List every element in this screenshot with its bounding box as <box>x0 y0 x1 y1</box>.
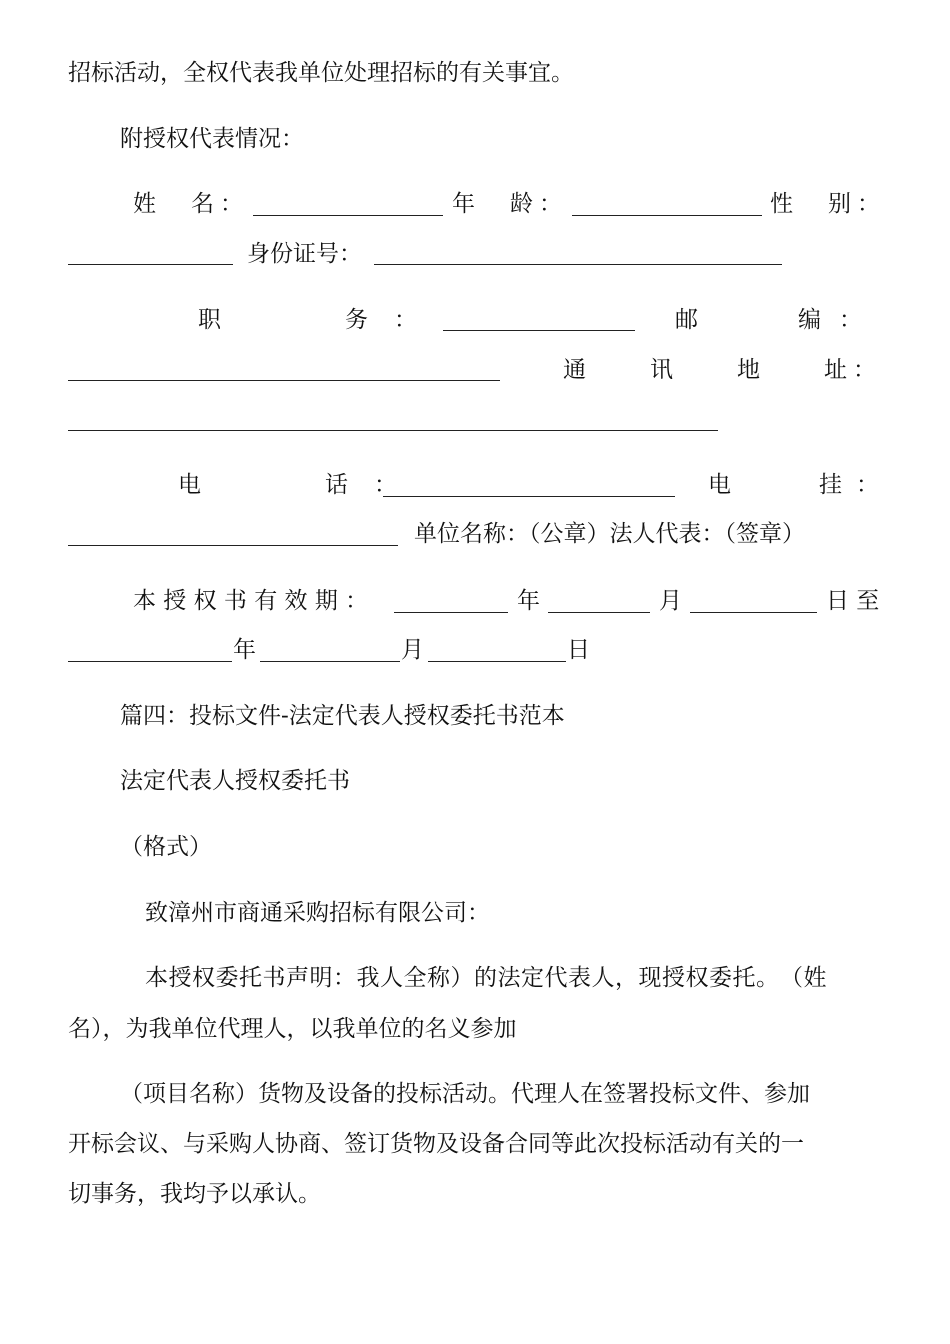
validity-year-blank[interactable] <box>394 612 508 613</box>
unit-name-label: 单位名称：（公章）法人代表：（签章） <box>414 521 805 547</box>
validity-day2: 日 <box>567 637 590 663</box>
hang-label: 电 挂： <box>708 472 893 498</box>
validity-year2: 年 <box>233 637 256 663</box>
postcode-blank[interactable] <box>68 380 500 381</box>
postcode-label: 邮 编： <box>675 307 880 333</box>
section-title: 篇四：投标文件-法定代表人授权委托书范本 <box>120 703 565 729</box>
intro-tail-text: 招标活动，全权代表我单位处理招标的有关事宜。 <box>68 60 574 86</box>
address-blank[interactable] <box>68 430 718 431</box>
id-number-blank[interactable] <box>374 264 782 265</box>
age-label: 年 龄： <box>452 191 568 217</box>
para2-line3: 切事务，我均予以承认。 <box>68 1181 321 1207</box>
para1-line1: 本授权委托书声明：我人全称）的法定代表人，现授权委托。 （姓 <box>145 965 827 991</box>
address-label: 通 讯 地 址： <box>563 357 882 383</box>
validity-day-to: 日 至 <box>826 588 880 614</box>
validity-month2-blank[interactable] <box>260 661 400 662</box>
gender-label: 性 别： <box>770 191 886 217</box>
validity-month-blank[interactable] <box>548 612 650 613</box>
phone-blank[interactable] <box>383 496 675 497</box>
hang-blank[interactable] <box>68 545 398 546</box>
age-blank[interactable] <box>572 215 762 216</box>
validity-label: 本 授 权 书 有 效 期 ： <box>133 588 369 614</box>
validity-year2-blank[interactable] <box>68 661 232 662</box>
para1-line2: 名），为我单位代理人，以我单位的名义参加 <box>68 1016 517 1042</box>
position-label: 职 务： <box>198 307 443 333</box>
validity-year: 年 <box>517 588 540 614</box>
format-note: （格式） <box>120 834 212 860</box>
validity-day-blank[interactable] <box>690 612 817 613</box>
gender-blank[interactable] <box>68 264 233 265</box>
name-blank[interactable] <box>253 215 443 216</box>
para2-line1: （项目名称）货物及设备的投标活动。代理人在签署投标文件、参加 <box>120 1081 810 1107</box>
rep-heading: 附授权代表情况： <box>120 126 304 152</box>
para2-line2: 开标会议、与采购人协商、签订货物及设备合同等此次投标活动有关的一 <box>68 1131 804 1157</box>
phone-label: 电 话： <box>178 472 423 498</box>
position-blank[interactable] <box>443 330 635 331</box>
name-label: 姓 名： <box>133 191 249 217</box>
id-number-label: 身份证号： <box>247 241 362 267</box>
validity-day2-blank[interactable] <box>428 661 566 662</box>
addressee: 致漳州市商通采购招标有限公司： <box>145 900 490 926</box>
doc-title: 法定代表人授权委托书 <box>120 768 350 794</box>
validity-month: 月 <box>659 588 682 614</box>
validity-month2: 月 <box>401 637 424 663</box>
